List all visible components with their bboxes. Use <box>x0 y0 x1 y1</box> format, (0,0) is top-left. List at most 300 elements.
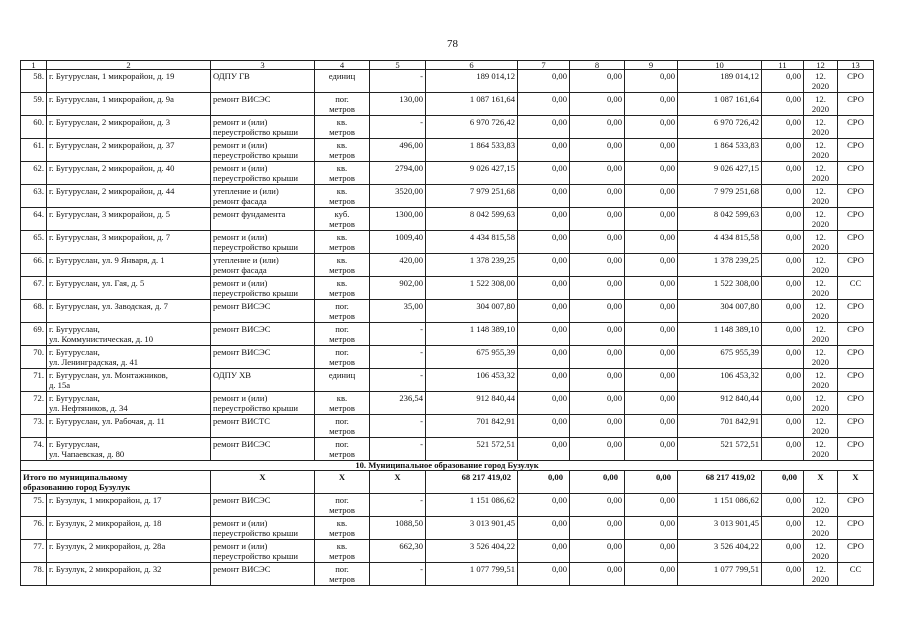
fund-c9-cell: 0,00 <box>625 346 678 369</box>
fund-c10-cell: 521 572,51 <box>678 438 762 461</box>
fund-c7-cell: 0,00 <box>518 323 570 346</box>
address-line: г. Бугуруслан, <box>49 347 100 357</box>
row-number-cell: 76. <box>21 517 47 540</box>
unit-line: единиц <box>328 71 356 81</box>
unit-line: кв. <box>336 541 348 551</box>
fund-c8-cell: 0,00 <box>570 70 625 93</box>
address-line: г. Бугуруслан, ул. Монтажников, <box>49 370 168 380</box>
fund-c11-cell: 0,00 <box>762 231 804 254</box>
total-row <box>21 471 874 494</box>
unit-cell <box>315 162 370 185</box>
work-type-cell <box>211 208 315 231</box>
work-type-cell <box>211 93 315 116</box>
total-cost-cell: 912 840,44 <box>426 392 518 415</box>
completion-date-line: 12. <box>815 347 826 357</box>
fund-c11-cell: 0,00 <box>762 438 804 461</box>
fund-c10-cell: 1 151 086,62 <box>678 494 762 517</box>
unit-cell <box>315 415 370 438</box>
completion-date-cell <box>804 277 838 300</box>
completion-date-line: 2020 <box>811 426 830 436</box>
completion-date-line: 2020 <box>811 311 830 321</box>
fund-c9-cell: 0,00 <box>625 231 678 254</box>
work-type-line: ремонт ВИСЭС <box>213 301 271 311</box>
unit-line: метров <box>329 528 355 538</box>
unit-line: метров <box>329 219 355 229</box>
work-type-line: ремонт и (или) <box>213 140 268 150</box>
completion-date-line: 2020 <box>811 127 830 137</box>
completion-date-line: 12. <box>815 495 826 505</box>
completion-date-cell <box>804 208 838 231</box>
unit-line: метров <box>329 150 355 160</box>
work-type-line: ремонт и (или) <box>213 163 268 173</box>
fund-c7-cell: 0,00 <box>518 162 570 185</box>
work-type-line: переустройство крыши <box>213 528 298 538</box>
address-cell <box>47 208 211 231</box>
total-cost-cell: 675 955,39 <box>426 346 518 369</box>
work-type-cell <box>211 300 315 323</box>
row-number-cell: 67. <box>21 277 47 300</box>
total-c12-cell: Х <box>804 471 838 494</box>
completion-date-cell <box>804 392 838 415</box>
work-type-line: ремонт и (или) <box>213 518 268 528</box>
completion-date-line: 12. <box>815 186 826 196</box>
fund-c7-cell: 0,00 <box>518 70 570 93</box>
fund-c11-cell: 0,00 <box>762 540 804 563</box>
completion-date-cell <box>804 415 838 438</box>
fund-c8-cell: 0,00 <box>570 93 625 116</box>
completion-date-cell <box>804 369 838 392</box>
column-number: 5 <box>370 61 426 70</box>
work-type-cell <box>211 116 315 139</box>
address-cell <box>47 392 211 415</box>
completion-date-cell <box>804 346 838 369</box>
completion-date-line: 2020 <box>811 150 830 160</box>
table-row <box>21 185 874 208</box>
fund-c7-cell: 0,00 <box>518 93 570 116</box>
quantity-cell: - <box>370 346 426 369</box>
fund-c9-cell: 0,00 <box>625 438 678 461</box>
fund-c10-cell: 1 378 239,25 <box>678 254 762 277</box>
table-row <box>21 300 874 323</box>
completion-date-line: 12. <box>815 416 826 426</box>
completion-date-line: 12. <box>815 393 826 403</box>
fund-c9-cell: 0,00 <box>625 116 678 139</box>
table-row <box>21 93 874 116</box>
unit-cell <box>315 438 370 461</box>
unit-cell <box>315 494 370 517</box>
total-cost-cell: 6 970 726,42 <box>426 116 518 139</box>
fund-c9-cell: 0,00 <box>625 517 678 540</box>
quantity-cell: 2794,00 <box>370 162 426 185</box>
fund-c10-cell: 3 526 404,22 <box>678 540 762 563</box>
quantity-cell: - <box>370 70 426 93</box>
total-cost-cell: 1 151 086,62 <box>426 494 518 517</box>
quantity-cell: 420,00 <box>370 254 426 277</box>
fund-source-cell: СРО <box>838 139 874 162</box>
completion-date-cell <box>804 254 838 277</box>
unit-cell <box>315 93 370 116</box>
row-number-cell: 73. <box>21 415 47 438</box>
total-cost-cell: 3 013 901,45 <box>426 517 518 540</box>
work-type-line: ремонт и (или) <box>213 232 268 242</box>
total-c11-cell: 0,00 <box>762 471 804 494</box>
fund-c10-cell: 7 979 251,68 <box>678 185 762 208</box>
row-number-cell: 70. <box>21 346 47 369</box>
total-cost-cell: 9 026 427,15 <box>426 162 518 185</box>
completion-date-line: 2020 <box>811 196 830 206</box>
unit-cell <box>315 392 370 415</box>
address-line: г. Бугуруслан, ул. 9 Января, д. 1 <box>49 255 165 265</box>
fund-source-cell: СРО <box>838 231 874 254</box>
total-c9-cell: 0,00 <box>625 471 678 494</box>
completion-date-line: 2020 <box>811 219 830 229</box>
completion-date-line: 12. <box>815 71 826 81</box>
table-row <box>21 415 874 438</box>
work-type-cell <box>211 563 315 586</box>
address-line: г. Бугуруслан, ул. Гая, д. 5 <box>49 278 145 288</box>
fund-source-cell: СРО <box>838 93 874 116</box>
fund-source-cell: СРО <box>838 300 874 323</box>
address-cell <box>47 323 211 346</box>
fund-c7-cell: 0,00 <box>518 540 570 563</box>
work-type-cell <box>211 185 315 208</box>
fund-c7-cell: 0,00 <box>518 415 570 438</box>
column-number: 11 <box>762 61 804 70</box>
table-row <box>21 70 874 93</box>
work-type-line: переустройство крыши <box>213 288 298 298</box>
total-cost-cell: 4 434 815,58 <box>426 231 518 254</box>
row-number-cell: 62. <box>21 162 47 185</box>
fund-c9-cell: 0,00 <box>625 323 678 346</box>
row-number-cell: 68. <box>21 300 47 323</box>
work-type-line: утепление и (или) <box>213 255 279 265</box>
unit-line: метров <box>329 574 355 584</box>
fund-c7-cell: 0,00 <box>518 231 570 254</box>
fund-c8-cell: 0,00 <box>570 277 625 300</box>
fund-c8-cell: 0,00 <box>570 185 625 208</box>
total-cost-cell: 1 522 308,00 <box>426 277 518 300</box>
unit-line: пог. <box>335 324 349 334</box>
completion-date-line: 12. <box>815 163 826 173</box>
address-line: г. Бугуруслан, ул. Рабочая, д. 11 <box>49 416 165 426</box>
fund-c10-cell: 3 013 901,45 <box>678 517 762 540</box>
fund-c10-cell: 1 087 161,64 <box>678 93 762 116</box>
fund-source-cell: СРО <box>838 517 874 540</box>
section-header-row <box>21 461 874 471</box>
quantity-cell: 1300,00 <box>370 208 426 231</box>
completion-date-line: 12. <box>815 301 826 311</box>
fund-c10-cell: 304 007,80 <box>678 300 762 323</box>
fund-c8-cell: 0,00 <box>570 517 625 540</box>
table-row <box>21 346 874 369</box>
completion-date-cell <box>804 494 838 517</box>
unit-line: куб. <box>334 209 350 219</box>
address-line: г. Бугуруслан, 3 микрорайон, д. 7 <box>49 232 171 242</box>
unit-line: кв. <box>336 186 348 196</box>
work-type-line: переустройство крыши <box>213 150 298 160</box>
fund-c8-cell: 0,00 <box>570 208 625 231</box>
unit-line: кв. <box>336 140 348 150</box>
total-cost-cell: 1 148 389,10 <box>426 323 518 346</box>
column-number: 7 <box>518 61 570 70</box>
work-type-line: утепление и (или) <box>213 186 279 196</box>
total-cost-cell: 1 378 239,25 <box>426 254 518 277</box>
unit-line: пог. <box>335 301 349 311</box>
work-type-line: ремонт и (или) <box>213 278 268 288</box>
row-number-cell: 59. <box>21 93 47 116</box>
table-row <box>21 162 874 185</box>
fund-c8-cell: 0,00 <box>570 323 625 346</box>
fund-c10-cell: 1 864 533,83 <box>678 139 762 162</box>
unit-cell <box>315 369 370 392</box>
address-cell <box>47 116 211 139</box>
table-row <box>21 139 874 162</box>
unit-line: кв. <box>336 278 348 288</box>
fund-c10-cell: 4 434 815,58 <box>678 231 762 254</box>
fund-c7-cell: 0,00 <box>518 517 570 540</box>
fund-c11-cell: 0,00 <box>762 346 804 369</box>
row-number-cell: 69. <box>21 323 47 346</box>
work-type-cell <box>211 346 315 369</box>
fund-c7-cell: 0,00 <box>518 139 570 162</box>
work-type-line: переустройство крыши <box>213 127 298 137</box>
row-number-cell: 78. <box>21 563 47 586</box>
fund-c11-cell: 0,00 <box>762 93 804 116</box>
unit-cell <box>315 277 370 300</box>
unit-line: пог. <box>335 564 349 574</box>
total-cost-cell: 106 453,32 <box>426 369 518 392</box>
quantity-cell: 1088,50 <box>370 517 426 540</box>
address-cell <box>47 231 211 254</box>
completion-date-line: 12. <box>815 324 826 334</box>
unit-cell <box>315 540 370 563</box>
completion-date-line: 12. <box>815 370 826 380</box>
table-row <box>21 494 874 517</box>
address-cell <box>47 277 211 300</box>
quantity-cell: - <box>370 494 426 517</box>
completion-date-line: 12. <box>815 518 826 528</box>
completion-date-line: 12. <box>815 278 826 288</box>
unit-line: метров <box>329 127 355 137</box>
address-line: г. Бугуруслан, 1 микрорайон, д. 19 <box>49 71 175 81</box>
work-type-cell <box>211 323 315 346</box>
completion-date-line: 2020 <box>811 528 830 538</box>
fund-c8-cell: 0,00 <box>570 563 625 586</box>
fund-c11-cell: 0,00 <box>762 300 804 323</box>
total-c8-cell: 0,00 <box>570 471 625 494</box>
total-label <box>21 471 211 494</box>
quantity-cell: 662,30 <box>370 540 426 563</box>
total-cost-cell: 1 864 533,83 <box>426 139 518 162</box>
fund-c11-cell: 0,00 <box>762 517 804 540</box>
total-label-line: Итого по муниципальному <box>23 472 128 482</box>
fund-c7-cell: 0,00 <box>518 369 570 392</box>
work-type-line: ремонт и (или) <box>213 117 268 127</box>
unit-cell <box>315 563 370 586</box>
completion-date-cell <box>804 185 838 208</box>
row-number-cell: 71. <box>21 369 47 392</box>
fund-source-cell: СРО <box>838 254 874 277</box>
fund-source-cell: СРО <box>838 116 874 139</box>
completion-date-cell <box>804 323 838 346</box>
row-number-cell: 63. <box>21 185 47 208</box>
table-row <box>21 438 874 461</box>
fund-source-cell: СРО <box>838 346 874 369</box>
work-type-cell <box>211 277 315 300</box>
fund-c8-cell: 0,00 <box>570 162 625 185</box>
unit-cell <box>315 139 370 162</box>
fund-c10-cell: 106 453,32 <box>678 369 762 392</box>
address-line: ул. Коммунистическая, д. 10 <box>49 334 154 344</box>
fund-c9-cell: 0,00 <box>625 277 678 300</box>
column-number: 6 <box>426 61 518 70</box>
row-number-cell: 61. <box>21 139 47 162</box>
work-type-line: ремонт ВИСЭС <box>213 564 271 574</box>
address-line: г. Бугуруслан, 2 микрорайон, д. 44 <box>49 186 175 196</box>
unit-line: метров <box>329 449 355 459</box>
fund-c11-cell: 0,00 <box>762 70 804 93</box>
address-line: д. 15а <box>49 380 71 390</box>
address-line: г. Бузулук, 1 микрорайон, д. 17 <box>49 495 162 505</box>
row-number-cell: 64. <box>21 208 47 231</box>
work-type-line: ОДПУ ГВ <box>213 71 250 81</box>
unit-cell <box>315 208 370 231</box>
work-type-line: ремонт ВИСЭС <box>213 495 271 505</box>
completion-date-line: 2020 <box>811 104 830 114</box>
completion-date-line: 2020 <box>811 242 830 252</box>
total-unit-cell: Х <box>315 471 370 494</box>
fund-c7-cell: 0,00 <box>518 116 570 139</box>
fund-c9-cell: 0,00 <box>625 369 678 392</box>
fund-c8-cell: 0,00 <box>570 494 625 517</box>
work-type-line: ремонт ВИСЭС <box>213 347 271 357</box>
address-cell <box>47 438 211 461</box>
unit-line: пог. <box>335 94 349 104</box>
unit-cell <box>315 517 370 540</box>
work-type-line: ремонт фундамента <box>213 209 286 219</box>
quantity-cell: - <box>370 116 426 139</box>
total-cost-cell: 304 007,80 <box>426 300 518 323</box>
column-number: 1 <box>21 61 47 70</box>
row-number-cell: 65. <box>21 231 47 254</box>
address-cell <box>47 254 211 277</box>
total-cost-cell: 701 842,91 <box>426 415 518 438</box>
table-row <box>21 208 874 231</box>
fund-c9-cell: 0,00 <box>625 563 678 586</box>
unit-line: метров <box>329 173 355 183</box>
fund-c9-cell: 0,00 <box>625 162 678 185</box>
total-cost-cell: 1 087 161,64 <box>426 93 518 116</box>
fund-c10-cell: 1 148 389,10 <box>678 323 762 346</box>
fund-c10-cell: 1 522 308,00 <box>678 277 762 300</box>
fund-c10-cell: 912 840,44 <box>678 392 762 415</box>
address-cell <box>47 346 211 369</box>
fund-source-cell: СРО <box>838 208 874 231</box>
fund-c10-cell: 701 842,91 <box>678 415 762 438</box>
total-cost-cell: 521 572,51 <box>426 438 518 461</box>
fund-c7-cell: 0,00 <box>518 438 570 461</box>
column-number: 12 <box>804 61 838 70</box>
total-sum-cell: 68 217 419,02 <box>426 471 518 494</box>
address-line: г. Бузулук, 2 микрорайон, д. 32 <box>49 564 162 574</box>
quantity-cell: 35,00 <box>370 300 426 323</box>
fund-c7-cell: 0,00 <box>518 346 570 369</box>
unit-line: кв. <box>336 255 348 265</box>
address-line: ул. Ленинградская, д. 41 <box>49 357 139 367</box>
unit-cell <box>315 254 370 277</box>
work-type-cell <box>211 438 315 461</box>
completion-date-cell <box>804 438 838 461</box>
unit-cell <box>315 323 370 346</box>
address-cell <box>47 415 211 438</box>
row-number-cell: 58. <box>21 70 47 93</box>
unit-line: метров <box>329 265 355 275</box>
address-cell <box>47 185 211 208</box>
fund-c9-cell: 0,00 <box>625 415 678 438</box>
row-number-cell: 60. <box>21 116 47 139</box>
work-type-line: переустройство крыши <box>213 551 298 561</box>
address-cell <box>47 494 211 517</box>
unit-line: кв. <box>336 393 348 403</box>
fund-c10-cell: 8 042 599,63 <box>678 208 762 231</box>
unit-line: метров <box>329 403 355 413</box>
completion-date-line: 2020 <box>811 505 830 515</box>
fund-c8-cell: 0,00 <box>570 254 625 277</box>
fund-c11-cell: 0,00 <box>762 415 804 438</box>
address-line: г. Бугуруслан, <box>49 393 100 403</box>
unit-line: метров <box>329 242 355 252</box>
fund-c10-cell: 9 026 427,15 <box>678 162 762 185</box>
completion-date-line: 2020 <box>811 551 830 561</box>
fund-c8-cell: 0,00 <box>570 116 625 139</box>
fund-source-cell: СРО <box>838 70 874 93</box>
fund-c7-cell: 0,00 <box>518 277 570 300</box>
address-line: г. Бугуруслан, 1 микрорайон, д. 9а <box>49 94 174 104</box>
unit-cell <box>315 346 370 369</box>
unit-cell <box>315 70 370 93</box>
quantity-cell: - <box>370 369 426 392</box>
unit-line: метров <box>329 334 355 344</box>
column-number: 4 <box>315 61 370 70</box>
work-type-line: ремонт и (или) <box>213 541 268 551</box>
unit-line: метров <box>329 426 355 436</box>
completion-date-line: 12. <box>815 541 826 551</box>
fund-c11-cell: 0,00 <box>762 323 804 346</box>
table-row <box>21 563 874 586</box>
fund-c8-cell: 0,00 <box>570 231 625 254</box>
completion-date-line: 12. <box>815 140 826 150</box>
completion-date-cell <box>804 300 838 323</box>
completion-date-line: 12. <box>815 564 826 574</box>
fund-source-cell: СРО <box>838 494 874 517</box>
fund-source-cell: СРО <box>838 415 874 438</box>
table-row <box>21 392 874 415</box>
quantity-cell: - <box>370 438 426 461</box>
fund-c10-cell: 6 970 726,42 <box>678 116 762 139</box>
work-type-line: переустройство крыши <box>213 403 298 413</box>
fund-c11-cell: 0,00 <box>762 369 804 392</box>
address-line: г. Бугуруслан, 2 микрорайон, д. 40 <box>49 163 175 173</box>
fund-c7-cell: 0,00 <box>518 300 570 323</box>
fund-c11-cell: 0,00 <box>762 254 804 277</box>
address-line: г. Бугуруслан, 2 микрорайон, д. 3 <box>49 117 171 127</box>
work-type-cell <box>211 254 315 277</box>
completion-date-line: 12. <box>815 209 826 219</box>
work-type-cell <box>211 139 315 162</box>
work-type-cell <box>211 231 315 254</box>
work-type-line: ремонт фасада <box>213 265 267 275</box>
completion-date-line: 12. <box>815 232 826 242</box>
